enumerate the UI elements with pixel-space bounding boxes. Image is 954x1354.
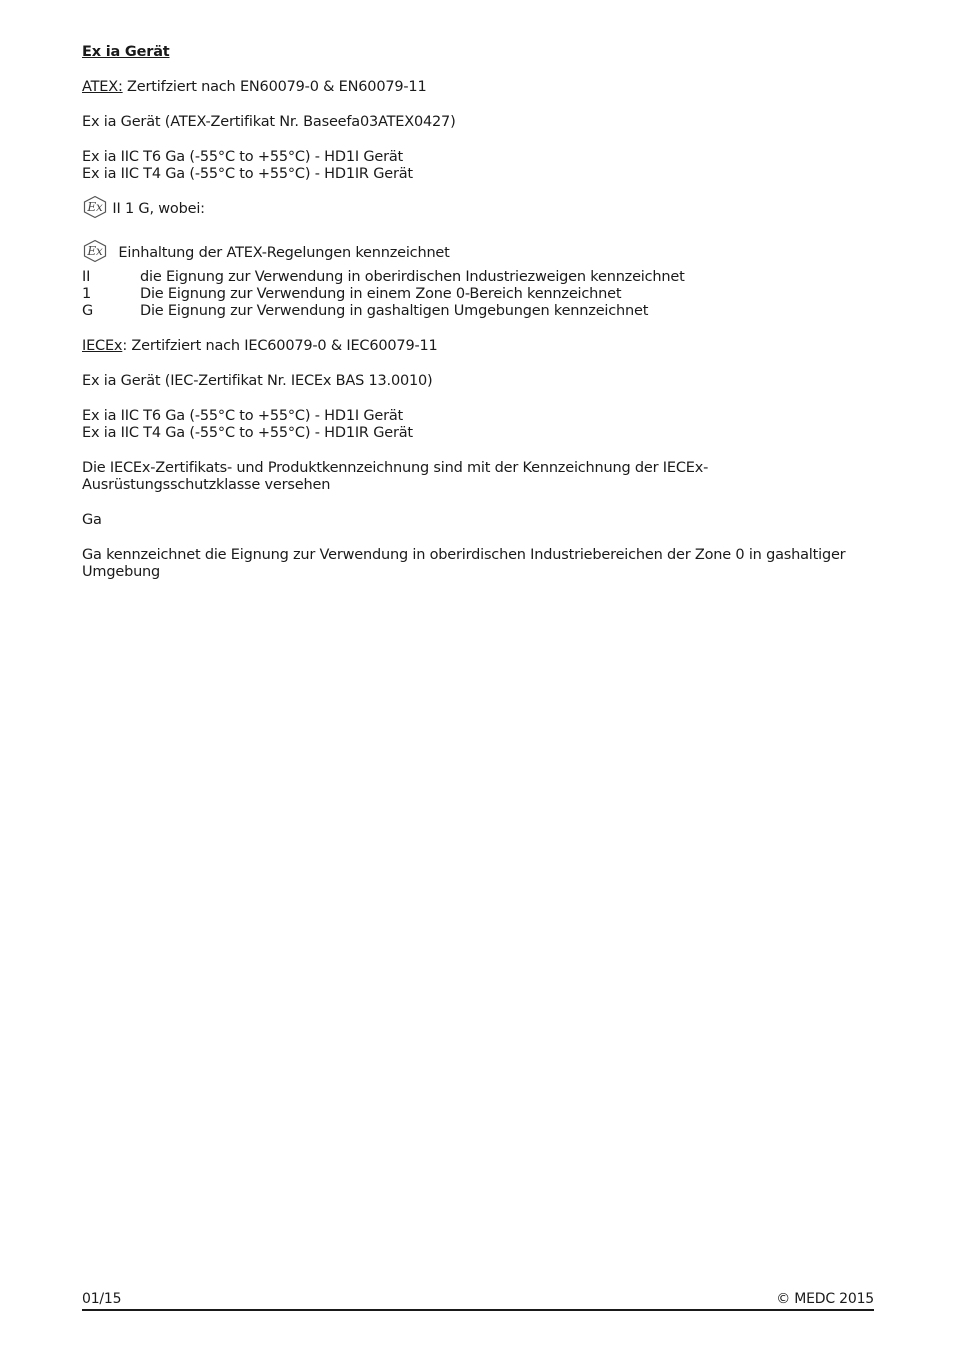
svg-text:Ex: Ex xyxy=(87,200,103,214)
iecex-label: IECEx xyxy=(82,338,123,354)
page-footer xyxy=(82,1291,874,1311)
definition-text: Die Eignung zur Verwendung in gashaltigen Umgebungen kennzeichnet xyxy=(140,303,649,319)
iecex-rating-t6: Ex ia IIC T6 Ga (-55°C to +55°C) - HD1I Gerät xyxy=(82,408,404,424)
ex-hexagon-icon xyxy=(82,239,108,269)
atex-rating-t4: Ex ia IIC T4 Ga (-55°C to +55°C) - HD1IR Gerät xyxy=(82,166,413,182)
iecex-rating-t4: Ex ia IIC T4 Ga (-55°C to +55°C) - HD1IR Gerät xyxy=(82,425,413,441)
page-title: Ex ia Gerät xyxy=(82,44,170,60)
iecex-ratings xyxy=(82,408,874,442)
iecex-certificate: Ex ia Gerät (IEC-Zertifikat Nr. IECEx BAS 13.0010) xyxy=(82,373,433,389)
footer-date: 01/15 xyxy=(82,1291,122,1307)
definition-text: Die Eignung zur Verwendung in einem Zone 0-Bereich kennzeichnet xyxy=(140,286,622,302)
definition-key: G xyxy=(82,303,94,319)
iecex-text: : Zertifziert nach IEC60079-0 & IEC60079-11 xyxy=(122,338,438,354)
iecex-certification-line xyxy=(82,338,874,355)
definition-key: II xyxy=(82,269,91,285)
definition-key: 1 xyxy=(82,286,92,302)
ex-hexagon-icon xyxy=(82,195,108,225)
atex-ratings xyxy=(82,149,874,183)
iecex-code-description-line: Umgebung xyxy=(82,564,161,580)
atex-label: ATEX: xyxy=(82,79,123,95)
atex-text: Zertifziert nach EN60079-0 & EN60079-11 xyxy=(122,79,427,95)
iecex-code-description-line: Ga kennzeichnet die Eignung zur Verwendung in oberirdischen Industriebereichen der Zone 0 in gashaltiger xyxy=(82,547,846,563)
svg-text:Ex: Ex xyxy=(87,244,103,258)
document-body xyxy=(82,44,874,599)
iecex-code-description xyxy=(82,547,874,581)
iecex-note xyxy=(82,460,874,494)
atex-certification-line xyxy=(82,79,874,96)
iecex-note-line: Ausrüstungsschutzklasse versehen xyxy=(82,477,331,493)
atex-rating-t6: Ex ia IIC T6 Ga (-55°C to +55°C) - HD1I Gerät xyxy=(82,149,404,165)
iecex-note-line: Die IECEx-Zertifikats- und Produktkennzeichnung sind mit der Kennzeichnung der IECEx- xyxy=(82,460,709,476)
definition-row xyxy=(82,269,874,286)
atex-certificate: Ex ia Gerät (ATEX-Zertifikat Nr. Baseefa03ATEX0427) xyxy=(82,114,456,130)
footer-copyright: © MEDC 2015 xyxy=(776,1291,874,1307)
atex-marking-text: II 1 G, wobei: xyxy=(108,201,205,217)
definition-intro: Einhaltung der ATEX-Regelungen kennzeichnet xyxy=(118,245,450,261)
definition-row xyxy=(82,303,874,320)
definition-intro-row xyxy=(82,239,874,269)
definition-text: die Eignung zur Verwendung in oberirdischen Industriezweigen kennzeichnet xyxy=(140,269,685,285)
atex-definitions xyxy=(82,239,874,320)
iecex-code: Ga xyxy=(82,512,102,528)
definition-row xyxy=(82,286,874,303)
atex-marking xyxy=(82,195,874,225)
